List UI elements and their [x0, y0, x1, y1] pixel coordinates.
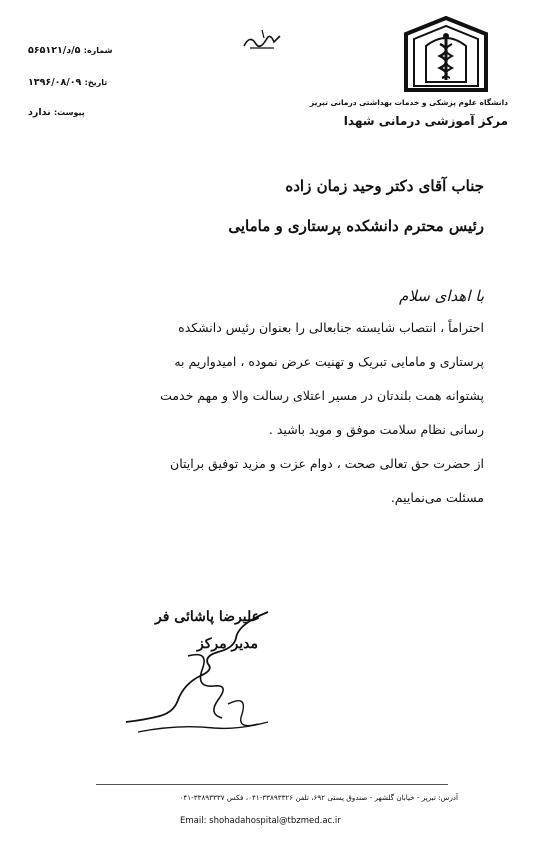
signatory-name: علیرضا پاشائی فر — [155, 609, 260, 625]
university-emblem-icon — [402, 16, 490, 92]
footer-divider — [96, 784, 448, 785]
letter-attachment — [28, 107, 85, 118]
center-name: مرکز آموزشی درمانی شهدا — [343, 114, 508, 128]
letter-date — [28, 77, 107, 88]
body-line: از حضرت حق تعالی صحت ، دوام عزت و مزید توفیق برایتان — [170, 456, 484, 471]
letter-date-label: تاریخ: — [84, 78, 108, 87]
greeting: با اهدای سلام — [399, 287, 484, 305]
letter-number-value: ۵/د/۵۶۵۱۲۱ — [28, 45, 81, 56]
university-name: دانشگاه علوم پزشکی و خدمات بهداشتی درمانی تبریز — [309, 98, 508, 107]
addressee-title: رئیس محترم دانشکده پرستاری و مامایی — [228, 217, 484, 235]
body-line: پشتوانه همت بلندتان در مسیر اعتلای رسالت والا و مهم خدمت — [160, 388, 484, 403]
letter-attachment-value: ندارد — [28, 107, 51, 118]
body-line: رسانی نظام سلامت موفق و موید باشید . — [268, 422, 484, 437]
letter-attachment-label: پیوست: — [53, 108, 85, 117]
addressee-name: جناب آقای دکتر وحید زمان زاده — [285, 177, 484, 195]
body-line: پرستاری و مامایی تبریک و تهنیت عرض نموده ، امیدواریم به — [174, 354, 484, 369]
footer-email: Email: shohadahospital@tbzmed.ac.ir — [180, 816, 341, 826]
letter-number — [28, 45, 113, 56]
body-line: احتراماً ، انتصاب شایسته جنابعالی را بعنوان رئیس دانشکده — [178, 320, 484, 335]
signatory-title: مدیر مرکز — [197, 636, 258, 652]
footer-address: آدرس: تبریز - خیابان گلشهر - صندوق پستی ۶۹۲، تلفن ۳۳۸۹۳۳۲۶-۰۴۱، فکس ۳۳۸۹۳۳۳۷-۰۴۱ — [179, 793, 458, 802]
body-line: مسئلت می‌نماییم. — [390, 490, 484, 505]
handwritten-signature-icon — [118, 604, 298, 744]
bismillah-calligraphy-icon — [240, 28, 284, 54]
letter-date-value: ۱۳۹۶/۰۸/۰۹ — [28, 77, 82, 88]
letter-number-label: شماره: — [83, 46, 113, 55]
